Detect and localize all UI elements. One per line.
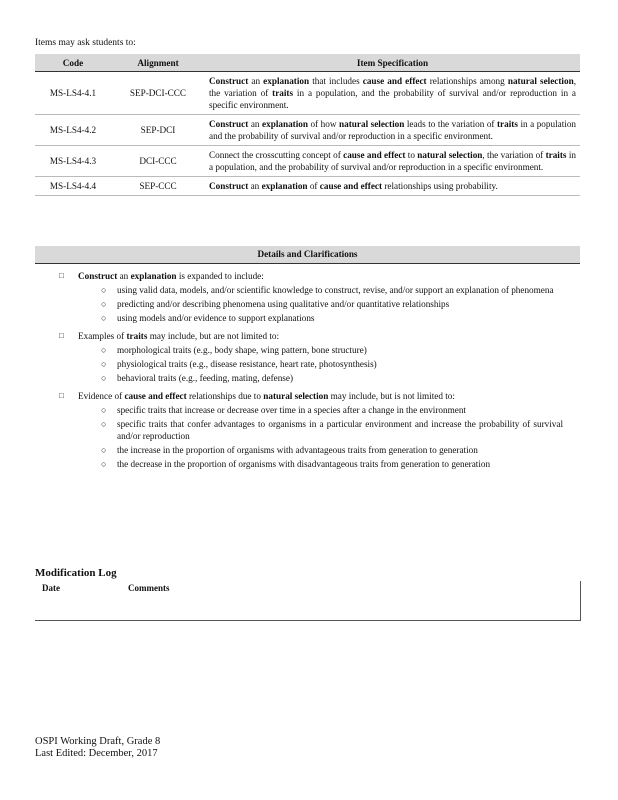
bullet-item: [35, 330, 580, 342]
circle-bullet-icon: ○: [101, 345, 107, 355]
circle-bullet-icon: ○: [101, 419, 107, 429]
sub-bullet-item: [35, 358, 580, 370]
row-code: MS-LS4-4.2: [35, 115, 111, 146]
table-row: [35, 146, 580, 177]
bullet-group: [35, 270, 580, 324]
row-alignment: SEP-CCC: [111, 177, 205, 196]
bold-term: natural selection: [417, 150, 483, 160]
text-run: Connect the crosscutting concept of: [209, 150, 344, 160]
bullet-text: [78, 271, 264, 281]
text-run: that includes: [309, 76, 363, 86]
intro-text: Items may ask students to:: [35, 38, 136, 48]
sub-bullet-item: [35, 298, 580, 310]
row-spec: [205, 146, 580, 177]
bold-term: cause and effect: [343, 150, 406, 160]
bold-term: traits: [545, 150, 567, 160]
bold-term: traits: [497, 119, 518, 129]
page-footer: [35, 736, 160, 760]
sub-bullet-text: morphological traits (e.g., body shape, wing pattern, bone structure): [117, 345, 367, 355]
sub-bullet-item: [35, 458, 580, 470]
text-run: Examples of: [78, 331, 127, 341]
row-alignment: SEP-DCI: [111, 115, 205, 146]
text-run: in a population and the probability of survival and/or reproduction in a specific environment.: [209, 119, 577, 141]
sub-bullet-text: using models and/or evidence to support explanations: [117, 313, 315, 323]
sub-bullet-item: [35, 404, 580, 416]
bold-term: natural selection: [507, 76, 574, 86]
text-run: may include, but is not limited to:: [328, 391, 455, 401]
modification-log-box: [35, 581, 581, 621]
text-run: an: [117, 271, 131, 281]
row-spec: [205, 72, 580, 115]
row-spec: [205, 115, 580, 146]
sub-bullet-text: the increase in the proportion of organisms with advantageous traits from generation to generation: [117, 445, 478, 455]
table-row: [35, 177, 580, 196]
sub-bullet-item: [35, 444, 580, 456]
text-run: is expanded to include:: [176, 271, 264, 281]
table-header-row: [35, 54, 580, 72]
sub-bullet-text: specific traits that confer advantages to organisms in a particular environment and increase the probability of survival and/or reproduction: [117, 419, 563, 441]
text-run: to: [405, 150, 418, 160]
comments-column-label: Comments: [128, 583, 170, 593]
bold-term: explanation: [263, 76, 310, 86]
text-run: in a population, and the probability of survival and/or reproduction in a specific environment.: [209, 150, 576, 172]
text-run: , the variation of: [482, 150, 546, 160]
bold-term: natural selection: [263, 391, 329, 401]
circle-bullet-icon: ○: [101, 313, 107, 323]
sub-bullet-text: predicting and/or describing phenomena using qualitative and/or quantitative relationships: [117, 299, 450, 309]
sub-bullet-text: behavioral traits (e.g., feeding, mating, defense): [117, 373, 294, 383]
circle-bullet-icon: ○: [101, 445, 107, 455]
bold-term: natural selection: [339, 119, 405, 129]
circle-bullet-icon: ○: [101, 359, 107, 369]
code-header: Code: [35, 54, 111, 72]
text-run: , the variation of: [209, 76, 576, 98]
text-run: of: [307, 181, 320, 191]
bold-term: Construct: [78, 271, 118, 281]
alignment-header: Alignment: [111, 54, 205, 72]
date-column-label: Date: [42, 583, 60, 593]
bold-term: Construct: [209, 76, 249, 86]
bold-term: cause and effect: [124, 391, 187, 401]
text-run: an: [248, 119, 263, 129]
footer-line-1: OSPI Working Draft, Grade 8: [35, 736, 161, 747]
text-run: of how: [307, 119, 340, 129]
table-row: [35, 115, 580, 146]
circle-bullet-icon: ○: [101, 373, 107, 383]
row-code: MS-LS4-4.4: [35, 177, 111, 196]
sub-bullet-text: using valid data, models, and/or scientific knowledge to construct, revise, and/or support an explanation of phenomena: [117, 285, 554, 295]
text-run: relationships due to: [186, 391, 264, 401]
details-header: Details and Clarifications: [35, 246, 580, 264]
text-run: Evidence of: [78, 391, 125, 401]
table-row: [35, 72, 580, 115]
bold-term: cause and effect: [319, 181, 383, 191]
bullet-text: [78, 391, 455, 401]
text-run: leads to the variation of: [404, 119, 497, 129]
square-bullet-icon: □: [59, 391, 64, 400]
row-alignment: DCI-CCC: [111, 146, 205, 177]
bold-term: explanation: [130, 271, 177, 281]
row-code: MS-LS4-4.3: [35, 146, 111, 177]
square-bullet-icon: □: [59, 331, 64, 340]
text-run: relationships among: [426, 76, 508, 86]
bullet-group: [35, 330, 580, 384]
circle-bullet-icon: ○: [101, 405, 107, 415]
sub-bullet-item: [35, 312, 580, 324]
sub-bullet-text: the decrease in the proportion of organisms with disadvantageous traits from generation to generation: [117, 459, 491, 469]
sub-bullet-item: [35, 344, 580, 356]
text-run: an: [248, 76, 264, 86]
circle-bullet-icon: ○: [101, 459, 107, 469]
row-spec: [205, 177, 580, 196]
details-section: [35, 270, 580, 476]
item-spec-table: [35, 54, 580, 196]
bold-term: traits: [272, 88, 294, 98]
bold-term: explanation: [261, 181, 308, 191]
sub-bullet-text: physiological traits (e.g., disease resistance, heart rate, photosynthesis): [117, 359, 377, 369]
bold-term: traits: [126, 331, 148, 341]
text-run: in a population, and the probability of survival and/or reproduction in a specific environment.: [209, 88, 576, 110]
bold-term: Construct: [209, 119, 249, 129]
sub-bullet-item: [35, 372, 580, 384]
bold-term: Construct: [209, 181, 249, 191]
bullet-item: [35, 390, 580, 402]
bullet-item: [35, 270, 580, 282]
bullet-group: [35, 390, 580, 470]
spec-header: Item Specification: [205, 54, 580, 72]
text-run: may include, but are not limited to:: [147, 331, 280, 341]
sub-bullet-item: [35, 284, 580, 296]
bullet-text: [78, 331, 279, 341]
bold-term: explanation: [262, 119, 308, 129]
text-run: relationships using probability.: [382, 181, 498, 191]
row-code: MS-LS4-4.1: [35, 72, 111, 115]
circle-bullet-icon: ○: [101, 285, 107, 295]
circle-bullet-icon: ○: [101, 299, 107, 309]
text-run: an: [248, 181, 262, 191]
bold-term: cause and effect: [362, 76, 427, 86]
sub-bullet-item: [35, 418, 580, 442]
modification-log-title: Modification Log: [35, 567, 117, 579]
square-bullet-icon: □: [59, 271, 64, 280]
row-alignment: SEP-DCI-CCC: [111, 72, 205, 115]
sub-bullet-text: specific traits that increase or decrease over time in a species after a change in the environment: [117, 405, 466, 415]
footer-line-2: Last Edited: December, 2017: [35, 748, 158, 759]
